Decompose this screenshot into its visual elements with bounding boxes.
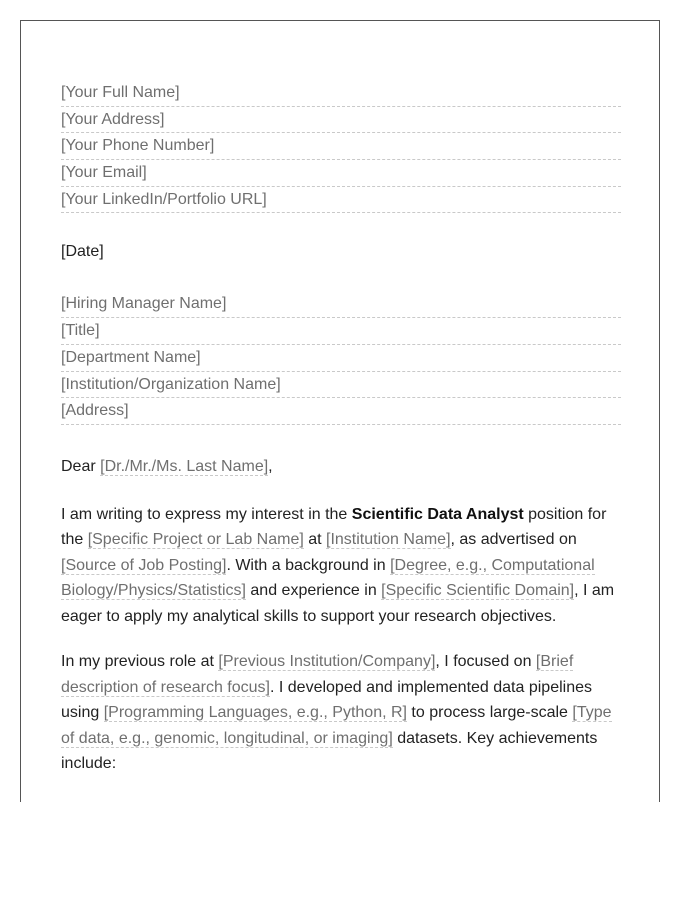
recipient-address[interactable]: [Address]	[61, 398, 621, 425]
recipient-title[interactable]: [Title]	[61, 318, 621, 345]
sender-linkedin[interactable]: [Your LinkedIn/Portfolio URL]	[61, 187, 621, 214]
p1-text-3: at	[303, 531, 327, 549]
sender-email[interactable]: [Your Email]	[61, 160, 621, 187]
p1-text-4: , as advertised on	[450, 531, 577, 549]
p1-text-5: . With a background in	[226, 556, 391, 574]
letter-date: [Date]	[61, 243, 104, 261]
sender-address[interactable]: [Your Address]	[61, 107, 621, 134]
salutation-suffix: ,	[268, 457, 273, 475]
paragraph-experience	[61, 649, 621, 777]
salutation	[61, 456, 621, 478]
p2-text-2: , I focused on	[435, 653, 536, 671]
recipient-hiring-manager[interactable]: [Hiring Manager Name]	[61, 291, 621, 318]
sender-phone[interactable]: [Your Phone Number]	[61, 133, 621, 160]
position-title: Scientific Data Analyst	[351, 505, 524, 523]
p1-text-6: and experience in	[245, 582, 382, 600]
recipient-block	[61, 291, 621, 424]
research-focus-placeholder[interactable]: [Brief description of research focus]	[61, 653, 574, 696]
source-placeholder[interactable]: [Source of Job Posting]	[61, 556, 227, 574]
cover-letter-page	[20, 20, 660, 802]
degree-placeholder[interactable]: [Degree, e.g., Computational Biology/Physics/Statistics]	[61, 556, 595, 600]
p2-text-3: . I developed and implemented data pipelines using	[61, 678, 592, 722]
p1-text-1: I am writing to express my interest in the	[61, 505, 352, 523]
p1-text-7: , I am eager to apply my analytical skills to support your research objectives.	[61, 582, 615, 625]
salutation-prefix: Dear	[61, 457, 101, 475]
p2-text-4: to process large-scale	[406, 704, 573, 722]
sender-block	[61, 80, 621, 213]
salutation-name-placeholder[interactable]: [Dr./Mr./Ms. Last Name]	[100, 457, 269, 475]
p1-text-2: position for the	[61, 505, 607, 549]
letter-body	[61, 80, 621, 777]
institution-placeholder[interactable]: [Institution Name]	[326, 531, 451, 549]
data-type-placeholder[interactable]: [Type of data, e.g., genomic, longitudinal, or imaging]	[61, 704, 612, 747]
paragraph-intro	[61, 502, 621, 630]
recipient-institution[interactable]: [Institution/Organization Name]	[61, 372, 621, 399]
previous-role-placeholder[interactable]: [Previous Institution/Company]	[218, 653, 436, 671]
p2-text-1: In my previous role at	[61, 653, 219, 671]
recipient-department[interactable]: [Department Name]	[61, 345, 621, 372]
project-placeholder[interactable]: [Specific Project or Lab Name]	[87, 531, 304, 549]
p2-text-5: datasets. Key achievements include:	[61, 729, 598, 773]
sender-full-name[interactable]: [Your Full Name]	[61, 80, 621, 107]
domain-placeholder[interactable]: [Specific Scientific Domain]	[381, 582, 575, 600]
languages-placeholder[interactable]: [Programming Languages, e.g., Python, R]	[103, 704, 407, 722]
